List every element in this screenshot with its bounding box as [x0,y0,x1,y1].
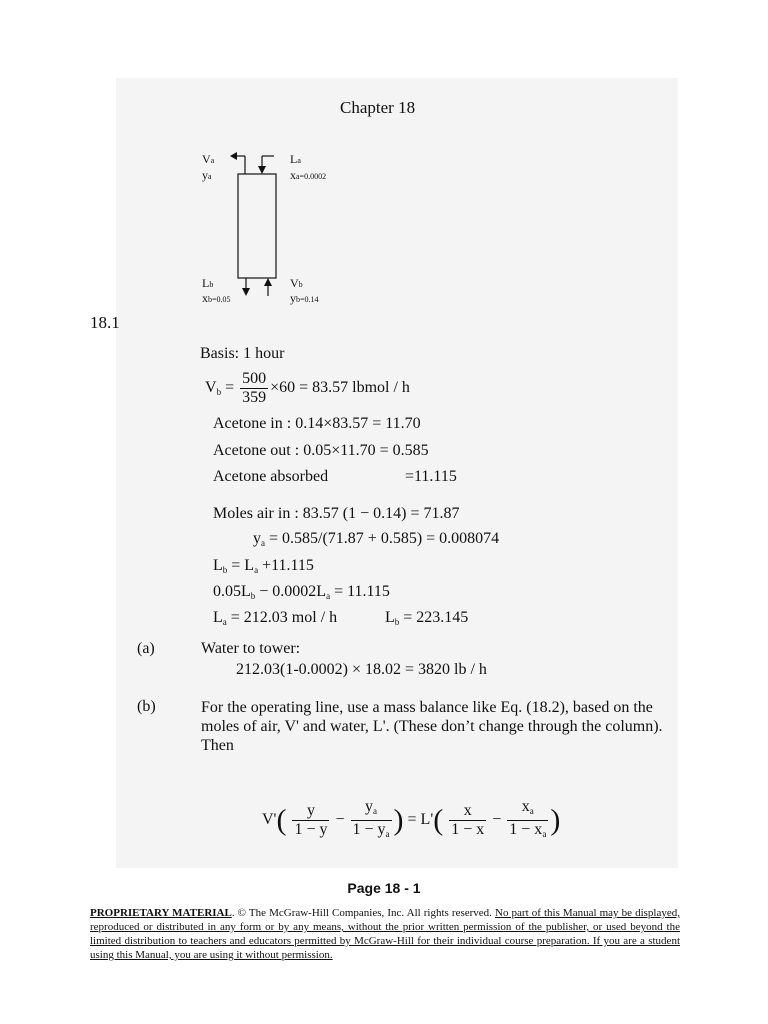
chapter-title: Chapter 18 [340,98,416,117]
vb-arrow-icon [264,278,272,286]
la-arrow-icon [258,166,266,174]
ya-equation: $y_a = 0.585/(71.87 + 0.585) = 0.008074$ [253,530,500,548]
basis-line: Basis: 1 hour [200,345,285,362]
lb-equation: $L_b = L_a +11.115$ [213,557,314,575]
operating-line-equation: V'( $\frac{y}{1 - y}$ − $\frac{y_a}{1 - y_a}$ ) = L'( $\frac{x}{1 - x}$ − $\frac{x_a}{1 - x_a}$ ) [262,798,561,839]
part-b-label: (b) [137,698,156,715]
label-ya: ya [202,168,212,182]
vb-equation: $V_b$ = $\frac{500}{359}$ ×60 = 83.57 lbmol / h [205,370,410,406]
problem-number: 18.1 [90,313,120,332]
lb-result: $L_b = 223.145$ [385,609,469,627]
column-svg [220,148,300,298]
moles-air: Moles air in : 83.57 (1 − 0.14) = 71.87 [213,505,460,522]
balance-equation: $0.05L_b - 0.0002L_a = 11.115$ [213,583,390,601]
label-la: La [290,152,301,166]
lb-arrow-icon [242,288,250,296]
footer-notice: No part of this Manual may be displayed, reproduced or distributed in any form or by any means, without the prior written permission of the publisher, or used beyond the limited distribution to teachers and educators permitted by McGraw-Hill for their individual course preparation. If you are a student using this Manual, you are using it without permission. [90,907,680,961]
part-b-text: For the operating line, use a mass balance like Eq. (18.2), based on the moles of air, V' and water, L'. (These don’t change through the column). Then [201,699,663,754]
vb-fraction: $\frac{500}{359}$ [242,370,267,406]
page-number: Page 18 - 1 [347,880,421,896]
label-va: Va [202,152,215,166]
label-lb: Lb [202,276,214,290]
part-a-line1: Water to tower: [201,640,301,657]
label-xb: xb=0.05 [202,291,231,305]
acetone-out: Acetone out : 0.05×11.70 = 0.585 [213,442,429,459]
acetone-absorbed-label: Acetone absorbed [213,468,329,485]
label-vb: Vb [290,276,303,290]
column-body [238,174,276,278]
la-result: $L_a = 212.03$ mol / h [213,609,338,627]
acetone-in: Acetone in : 0.14×83.57 = 11.70 [213,415,421,432]
copyright-footer: PROPRIETARY MATERIAL. © The McGraw-Hill Companies, Inc. All rights reserved. No part of this Manual may be displayed, reproduced or distributed in any form or by any means, without the prior written permission of the publisher, or used beyond the limited distribution to teachers and educators permitted by McGraw-Hill for their individual course preparation. If you are a student using this Manual, you are using it without permission. [90,907,680,961]
va-arrow-icon [230,152,237,160]
proprietary-label: PROPRIETARY MATERIAL [90,907,232,919]
label-yb: yb=0.14 [290,291,319,305]
part-a-line2: 212.03(1-0.0002) × 18.02 = 3820 lb / h [236,661,487,678]
part-a-label: (a) [137,640,155,657]
label-xa: xa=0.0002 [290,168,327,182]
acetone-absorbed-value: =11.115 [405,468,457,485]
